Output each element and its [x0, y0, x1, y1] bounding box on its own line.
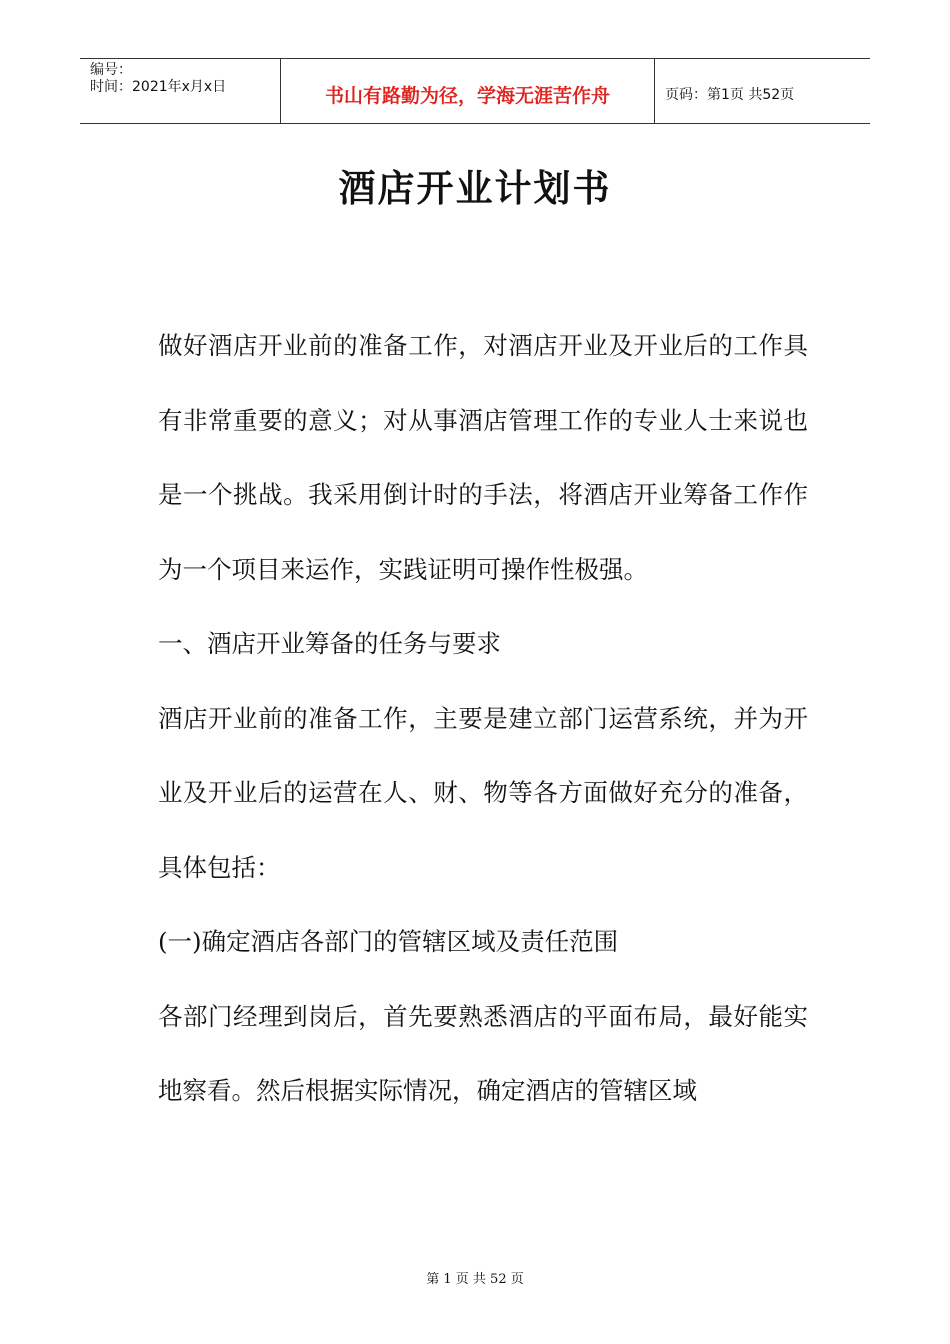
document-title: 酒店开业计划书 — [338, 167, 612, 210]
body-paragraph-tasks: 酒店开业前的准备工作，主要是建立部门运营系统，并为开业及开业后的运营在人、财、物等各方面做好充分的准备，具体包括： — [158, 703, 808, 882]
document-number-label: 编号： — [90, 62, 132, 78]
body-paragraph-areas: 各部门经理到岗后，首先要熟悉酒店的平面布局，最好能实地察看。然后根据实际情况，确定酒店的管辖区域 — [158, 1001, 808, 1105]
page-footer: 第 1 页 共 52 页 — [426, 1272, 524, 1287]
page-header — [80, 58, 870, 124]
document-body — [158, 309, 808, 1129]
subsection-heading-1: (一)确定酒店各部门的管辖区域及责任范围 — [158, 927, 619, 956]
header-motto: 书山有路勤为径，学海无涯苦作舟 — [281, 59, 655, 123]
header-meta-cell — [80, 59, 281, 123]
document-time-label: 时间：2021年x月x日 — [90, 79, 227, 95]
section-heading-1: 一、酒店开业筹备的任务与要求 — [158, 629, 501, 658]
body-paragraph-intro: 做好酒店开业前的准备工作，对酒店开业及开业后的工作具有非常重要的意义；对从事酒店管理工作的专业人士来说也是一个挑战。我采用倒计时的手法，将酒店开业筹备工作作为一个项目来运作，实践证明可操作性极强。 — [158, 331, 808, 584]
header-page-code: 页码：第1页 共52页 — [665, 87, 795, 103]
